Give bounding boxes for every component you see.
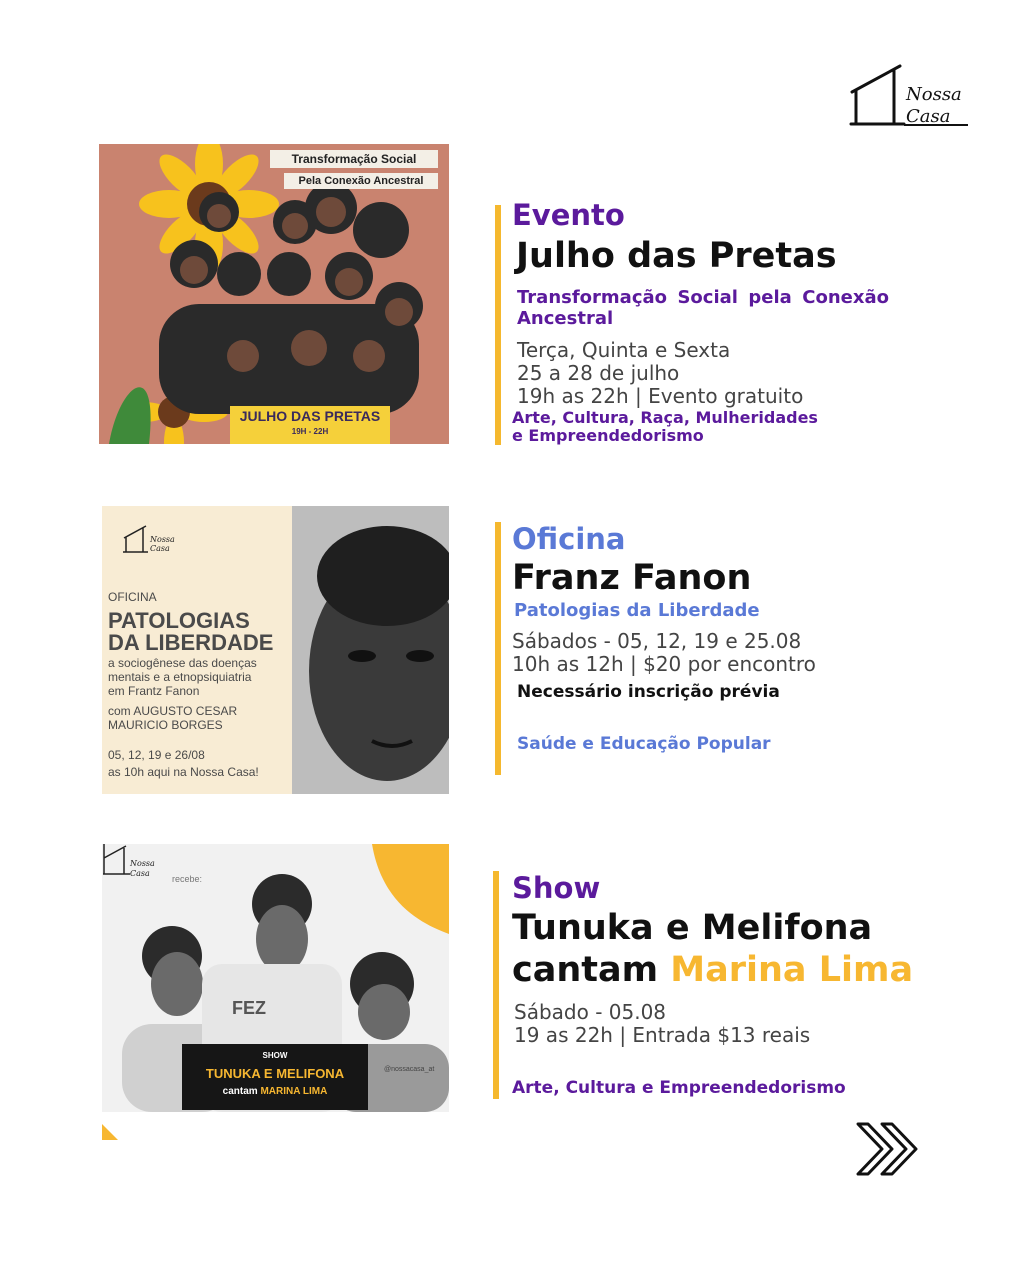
event-accent-bar [493,871,499,1099]
event-note: Necessário inscrição prévia [517,682,780,702]
event-tags: Arte, Cultura e Empreendedorismo [512,1078,846,1098]
event-info-line: 25 a 28 de julho [517,361,680,385]
event-title-line: cantam Marina Lima [512,950,914,990]
event-title: Franz Fanon [512,558,752,598]
poster-title-line: DA LIBERDADE [108,630,274,655]
event-title: Julho das Pretas [516,236,837,276]
event-info-line: 10h as 12h | $20 por encontro [512,652,816,676]
event-subtitle: Patologias da Liberdade [514,600,760,621]
event-accent-bar [495,205,501,445]
event-info-line: Sábados - 05, 12, 19 e 25.08 [512,629,802,653]
poster-banner-title: JULHO DAS PRETAS [239,408,381,424]
event-poster-franz-fanon[interactable] [102,506,449,794]
poster-box-title: TUNUKA E MELIFONA [205,1066,345,1081]
event-info-line: 19 as 22h | Entrada $13 reais [514,1023,811,1047]
event-subtitle: Transformação Social pela Conexão Ancestral [517,287,889,329]
event-info-line: Terça, Quinta e Sexta [517,338,731,362]
svg-text:Casa: Casa [150,544,170,553]
svg-text:Casa: Casa [906,106,951,127]
poster-show-box [182,1044,368,1110]
poster-with-line: com AUGUSTO CESAR [108,704,238,718]
svg-text:Casa: Casa [130,869,150,878]
event-info-line: Sábado - 05.08 [514,1000,667,1024]
svg-text:Nossa: Nossa [130,859,155,868]
poster-banner-time: 19H - 22H [291,427,329,436]
event-kind: Show [512,871,601,905]
event-title-highlight: Marina Lima [670,950,914,990]
event-accent-bar [495,522,501,775]
svg-text:Nossa: Nossa [906,84,962,105]
event-tags: Arte, Cultura, Raça, Mulheridades e Empreendedorismo [512,408,818,445]
poster-box-sub: cantam MARINA LIMA [222,1086,328,1097]
event-kind: Oficina [512,522,626,556]
svg-text:Nossa: Nossa [150,535,175,544]
poster-banner [230,406,390,444]
double-chevron-right-icon[interactable] [854,1120,922,1178]
poster-desc-line: a sociogênese das doenças [108,656,257,670]
corner-triangle-decoration [102,1124,118,1140]
poster-dates: 05, 12, 19 e 26/08 [108,748,205,762]
poster-portrait [292,506,449,794]
event-poster-tunuka-melifona[interactable] [102,844,449,1112]
poster-desc-line: mentais e a etnopsiquiatria [108,670,252,684]
poster-label: OFICINA [108,590,157,604]
event-title-line: Tunuka e Melifona [512,908,873,948]
poster-illustration [99,144,449,444]
poster-title-line: PATOLOGIAS [108,608,250,633]
poster-desc-line: em Frantz Fanon [108,684,200,698]
poster-chip-1: Transformação Social [270,150,438,168]
poster-place: as 10h aqui na Nossa Casa! [108,765,259,779]
poster-logo-icon [122,524,184,556]
event-poster-julho-das-pretas[interactable] [99,144,449,444]
poster-chip-2: Pela Conexão Ancestral [284,173,438,189]
poster-recebe: recebe: [172,874,203,884]
event-tags: Saúde e Educação Popular [517,734,771,754]
event-info-line: 19h as 22h | Evento gratuito [517,384,804,408]
poster-with-line: MAURICIO BORGES [108,718,223,732]
nossa-casa-logo [848,62,970,132]
svg-text:FEZ: FEZ [232,998,266,1018]
event-kind: Evento [512,198,625,232]
poster-box-label: SHOW [262,1051,288,1060]
poster-handle: @nossacasa_at [384,1066,435,1073]
